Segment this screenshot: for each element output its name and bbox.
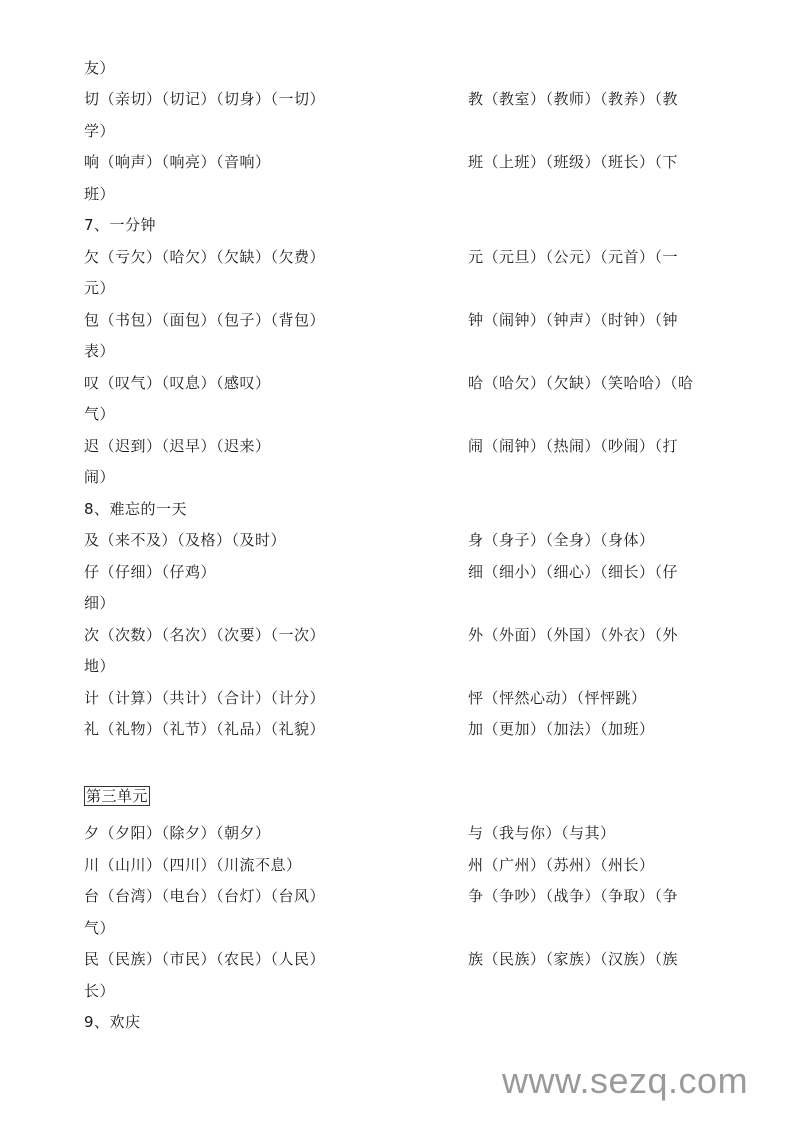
vocab-entry-left: 及（来不及）（及格）（及时） [84,531,287,549]
vocab-entry-right: 哈（哈欠）（欠缺）（笑哈哈）（哈 [468,374,694,392]
vocab-entry-right: 族（民族）（家族）（汉族）（族 [468,950,679,968]
vocab-entry-left: 仔（仔细）（仔鸡） [84,563,217,581]
vocab-entry-left: 台（台湾）（电台）（台灯）（台风） [84,887,326,905]
vocab-entry-right: 加（更加）（加法）（加班） [468,720,655,738]
vocab-entry-left: 切（亲切）（切记）（切身）（一切） [84,90,326,108]
vocab-entry-left: 9、欢庆 [84,1013,141,1031]
vocab-entry-left: 8、难忘的一天 [84,500,188,518]
vocab-entry-right: 争（争吵）（战争）（争取）（争 [468,887,679,905]
vocab-entry-left: 川（山川）（四川）（川流不息） [84,856,302,874]
vocab-entry-left: 学） [84,122,116,140]
vocab-entry-right: 元（元旦）（公元）（元首）（一 [468,248,679,266]
vocab-entry-right: 与（我与你）（与其） [468,824,616,842]
vocab-entry-left: 班） [84,185,116,203]
vocab-entry-left: 7、一分钟 [84,216,157,234]
vocab-entry-right: 闹（闹钟）（热闹）（吵闹）（打 [468,437,679,455]
vocab-entry-left: 欠（亏欠）（哈欠）（欠缺）（欠费） [84,248,326,266]
vocab-entry-left: 地） [84,657,116,675]
vocab-entry-right: 外（外面）（外国）（外衣）（外 [468,626,679,644]
vocab-entry-left: 包（书包）（面包）（包子）（背包） [84,311,326,329]
vocab-entry-right: 细（细小）（细心）（细长）（仔 [468,563,679,581]
vocab-entry-left: 气） [84,919,116,937]
vocab-entry-right: 怦（怦然心动）（怦怦跳） [468,689,647,707]
vocab-entry-left: 元） [84,279,116,297]
vocab-entry-left: 叹（叹气）（叹息）（感叹） [84,374,271,392]
vocab-entry-left: 次（次数）（名次）（次要）（一次） [84,626,326,644]
vocab-entry-right: 钟（闹钟）（钟声）（时钟）（钟 [468,311,679,329]
watermark: www.sezq.com [502,1060,749,1101]
vocab-entry-left: 闹） [84,468,116,486]
vocab-entry-right: 身（身子）（全身）（身体） [468,531,655,549]
vocab-entry-right: 教（教室）（教师）（教养）（教 [468,90,679,108]
unit-heading [84,786,150,806]
vocab-entry-left: 气） [84,405,116,423]
vocab-entry-left: 友） [84,59,116,77]
vocab-entry-left: 夕（夕阳）（除夕）（朝夕） [84,824,271,842]
vocab-entry-left: 长） [84,982,116,1000]
vocab-entry-left: 民（民族）（市民）（农民）（人民） [84,950,326,968]
vocab-entry-left: 礼（礼物）（礼节）（礼品）（礼貌） [84,720,326,738]
vocab-entry-left: 响（响声）（响亮）（音响） [84,153,271,171]
vocab-entry-right: 州（广州）（苏州）（州长） [468,856,655,874]
unit-heading-label: 第三单元 [86,787,149,805]
vocab-entry-right: 班（上班）（班级）（班长）（下 [468,153,679,171]
vocab-entry-left: 计（计算）（共计）（合计）（计分） [84,689,326,707]
vocab-entry-left: 细） [84,594,116,612]
vocab-entry-left: 表） [84,342,116,360]
vocab-entry-left: 迟（迟到）（迟早）（迟来） [84,437,271,455]
